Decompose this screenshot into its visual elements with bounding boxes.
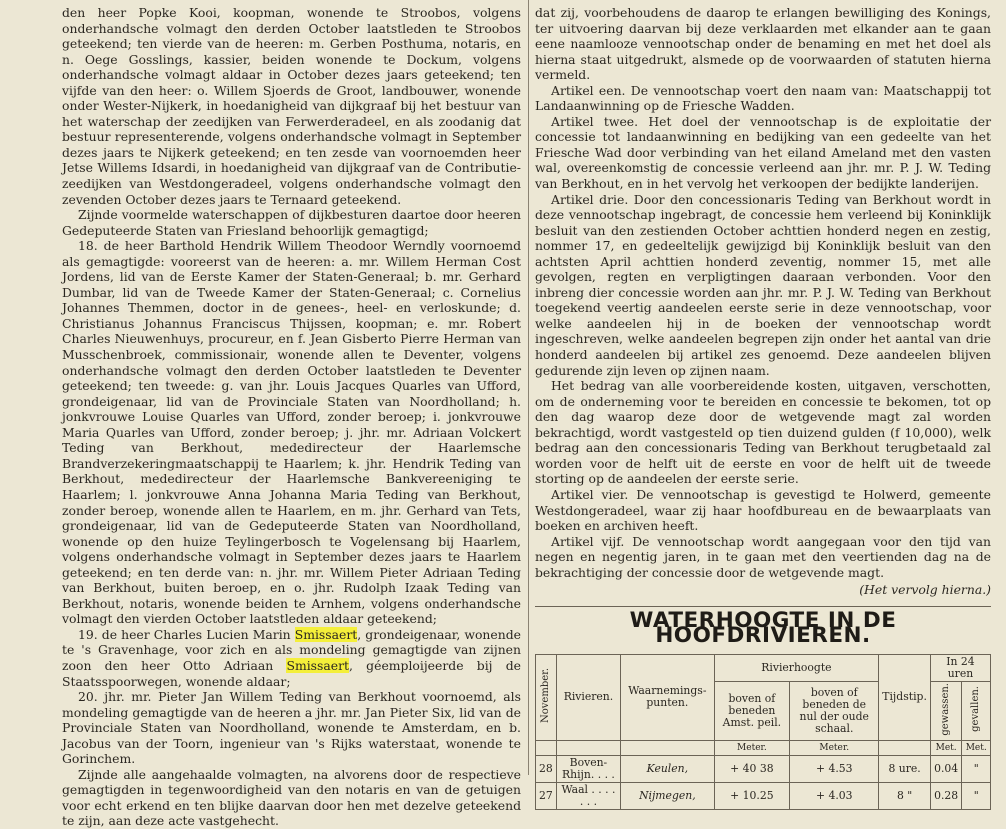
- right-column: [535, 5, 991, 810]
- header-rivieren: Rivieren.: [556, 654, 620, 740]
- paragraph-item-20: 20. jhr. mr. Pieter Jan Willem Teding van Berkhout voornoemd, als mondeling gemagtigde van de heeren a jhr. mr. Jan Pieter Six, lid van de Provinciale Staten van Noordholland, wonende te Amsterdam, en b. Jacobus van der Toorn, ingenieur van 's Rijks waterstaat, wonende te Gorinchem.: [62, 689, 521, 767]
- unit-gewassen: Met.: [930, 740, 962, 755]
- cell-nul: + 4.53: [790, 755, 879, 782]
- paragraph-artikel-drie: Artikel drie. Door den concessionaris Teding van Berkhout wordt in deze vennootschap ingebragt, de concessie hem verleend bij Koninklijk besluit van den zestienden October achttien honderd negen en zestig, nommer 17, en gedeeltelijk gewijzigd bij Koninklijk besluit van den achtsten April achttien honderd zeventig, nommer 15, met alle gevolgen, regten en verpligtingen daaraan verbonden. Voor den inbreng dier concessie worden aan jhr. mr. P. J. W. Teding van Berkhout toegekend veertig aandeelen eerste serie in deze vennootschap, voor welke aandeelen hij in de boeken der vennootschap wordt ingeschreven, welke aandeelen begrepen zijn onder het aantal van drie honderd aandeelen bij artikel zes genoemd. Deze aandeelen blijven gedurende zijn leven op zijnen naam.: [535, 191, 991, 378]
- header-boven-nul: boven of beneden de nul der oude schaal.: [790, 681, 879, 740]
- cell-date: 28: [536, 755, 557, 782]
- paragraph-waterschappen: Zijnde voormelde waterschappen of dijkbesturen daartoe door heeren Gedeputeerde Staten van Friesland behoorlijk gemagtigd;: [62, 207, 521, 238]
- cell-up: 0.28: [930, 782, 962, 809]
- cell-time: 8 ": [879, 782, 931, 809]
- paragraph-proxies-continued: den heer Popke Kooi, koopman, wonende te Stroobos, volgens onderhandsche volmagt den derden October laatstleden te Stroobos geteekend; ten vierde van de heeren: m. Gerben Posthuma, notaris, en n. Oege Gosslings, kassier, beiden wonende te Dockum, volgens onderhandsche volmagt aldaar in October dezes jaars geteekend; ten vijfde van den heer: o. Willem Sjoerds de Groot, landbouwer, wonende onder Wester-Nijkerk, in hoedanigheid van dijkgraaf bij het bestuur van het waterschap der zeedijken van Ferwerderadeel, en als zoodanig dat bestuur representerende, volgens onderhandsche volmagt in September dezes jaars te Nijkerk geteekend; en ten zesde van voornoemden heer Jetse Willems Idsardi, in hoedanigheid van dijkgraaf van de Contributie-zeedijken van Westdongeradeel, volgens onderhandsche volmagt den zevenden October dezes jaars te Ternaard geteekend.: [62, 5, 521, 207]
- cell-river: Boven-Rhijn. . . .: [556, 755, 620, 782]
- paragraph-continued: dat zij, voorbehoudens de daarop te erlangen bewilliging des Konings, ter uitvoering daarvan bij deze verklaarden met elkander aan te gaan eene naamlooze vennootschap onder de benaming en met het doel als hierna staat uitgedrukt, alsmede op de voorwaarden of statuten hierna vermeld.: [535, 5, 991, 83]
- item-19-text: , grondeigenaar, wonende te 's Gravenhage, voor zich en als mondeling gemagtigde van zijnen zoon den heer Otto Adriaan: [62, 626, 521, 673]
- table-row: [536, 755, 991, 782]
- item-19-text: , géemploijeerde bij de Staatsspoorwegen, wonende aldaar;: [62, 657, 521, 689]
- continued-note: (Het vervolg hierna.): [859, 582, 991, 598]
- paragraph-artikel-vier: Artikel vier. De vennootschap is gevestigd te Holwerd, gemeente Westdongeradeel, waar zij haar hoofdbureau en de bewaarplaats van boeken en archiven heeft.: [535, 486, 991, 534]
- cell-time: 8 ure.: [879, 755, 931, 782]
- table-row: [536, 782, 991, 809]
- cell-point: Nijmegen,: [621, 782, 714, 809]
- paragraph-volmagten: Zijnde alle aangehaalde volmagten, na alvorens door de respectieve gemagtigden in tegenwoordigheid van den notaris en van de getuigen voor echt erkend en ten blijke daarvan door hen met dezelve geteekend te zijn, aan deze acte vastgehecht.: [62, 766, 521, 829]
- cell-amst: + 40 38: [714, 755, 790, 782]
- paragraph-kosten: Het bedrag van alle voorbereidende kosten, uitgaven, verschotten, om de onderneming voor te bereiden en concessie te bekomen, tot op den dag waarop deze door de wetgevende magt zal worden bekrachtigd, wordt vastgesteld op tien duizend gulden (f 10,000), welk bedrag aan den concessionaris Teding van Berkhout terugbetaald zal worden voor de helft uit de eerste en voor de helft uit de tweede storting op de aandeelen der eerste serie.: [535, 378, 991, 487]
- item-19-text: 19. de heer Charles Lucien Marin: [78, 626, 295, 642]
- paragraph-artikel-een: Artikel een. De vennootschap voert den naam van: Maatschappij tot Landaanwinning op de Friesche Wadden.: [535, 82, 991, 114]
- paragraph-artikel-vijf: Artikel vijf. De vennootschap wordt aangegaan voor den tijd van negen en negentig jaren, in te gaan met den veertienden dag na de bekrachtiging der concessie door de wetgevende magt.: [535, 533, 991, 580]
- header-tijdstip: Tijdstip.: [879, 654, 931, 740]
- paragraph-item-18: 18. de heer Barthold Hendrik Willem Theodoor Werndly voornoemd als gemagtigde: vooreerst van de heeren: a. mr. Willem Herman Cost Jordens, lid van de Eerste Kamer der Staten-Generaal; b. mr. Gerhard Dumbar, lid van de Tweede Kamer der Staten-Generaal; c. Cornelius Johannes Themmen, doctor in de genees-, heel- en verloskunde; d. Christianus Johannus Franciscus Thijssen, koopman; e. mr. Robert Charles Nieuwenhuys, procureur, en f. Jean Gisberto Pierre Herman van Musschenbroek, commissionair, wonende allen te Deventer, volgens onderhandsche volmagt den derden October laatstleden te Deventer geteekend; ten tweede: g. van jhr. Louis Jacques Quarles van Ufford, grondeigenaar, lid van de Provinciale Staten van Noordholland; h. jonkvrouwe Louise Quarles van Ufford, zonder beroep; i. jonkvrouwe Maria Quarles van Ufford, zonder beroep; j. jhr. mr. Adriaan Volckert Teding van Berkhout, mededirecteur der Haarlemsche Brandverzekeringmaatschappij te Haarlem; k. jhr. Hendrik Teding van Berkhout, mededirecteur der Haarlemsche Bankvereeniging te Haarlem; l. jonkvrouwe Anna Johanna Maria Teding van Berkhout, zonder beroep, wonende allen te Haarlem, en m. jhr. Gerhard van Tets, grondeigenaar, lid van de Gedeputeerde Staten van Noordholland, wonende op den huize Teylingerbosch te Vogelensang bij Haarlem, volgens onderhandsche volmagt in September dezes jaars te Haarlem geteekend; en ten derde van: n. jhr. mr. Willem Pieter Adriaan Teding van Berkhout, buiten beroep, en o. jhr. Rudolph Izaak Teding van Berkhout, notaris, wonende beiden te Arnhem, volgens onderhandsche volmagt den vierden October laatstleden aldaar geteekend;: [62, 238, 521, 627]
- unit-nul: Meter.: [790, 740, 879, 755]
- table-title: WATERHOOGTE IN DE HOOFDRIVIEREN.: [629, 607, 897, 649]
- table-header-row: [536, 654, 991, 681]
- column-divider: [528, 0, 529, 775]
- highlight-smissaert-2: Smissaert: [286, 657, 350, 673]
- cell-amst: + 10.25: [714, 782, 790, 809]
- paragraph-item-19: [62, 627, 521, 689]
- cell-up: 0.04: [930, 755, 962, 782]
- highlight-smissaert-1: Smissaert: [294, 626, 358, 642]
- water-level-table: [535, 654, 991, 810]
- header-gewassen: gewassen.: [930, 681, 962, 740]
- paragraph-artikel-twee: Artikel twee. Het doel der vennootschap is de exploitatie der concessie tot landaanwinning en bedijking van een gedeelte van het Friesche Wad door verbinding van het eiland Ameland met den vasten wal, overeenkomstig de concessie verleend aan jhr. mr. P. J. W. Teding van Berkhout, en in het vervolg het verkoopen der bedijkte landerijen.: [535, 113, 991, 192]
- header-rivierhoogte: Rivierhoogte: [714, 654, 879, 681]
- units-row: [536, 740, 991, 755]
- header-gevallen: gevallen.: [962, 681, 991, 740]
- header-24-uren: In 24 uren: [930, 654, 990, 681]
- unit-amst: Meter.: [714, 740, 790, 755]
- cell-date: 27: [536, 782, 557, 809]
- cell-down: ": [962, 782, 991, 809]
- cell-point: Keulen,: [621, 755, 714, 782]
- header-waarnemingspunten: Waarnemings-punten.: [621, 654, 714, 740]
- cell-nul: + 4.03: [790, 782, 879, 809]
- cell-down: ": [962, 755, 991, 782]
- left-column: [62, 5, 521, 829]
- unit-gevallen: Met.: [962, 740, 991, 755]
- header-november: November.: [536, 654, 557, 740]
- section-rule: [535, 606, 991, 607]
- cell-river: Waal . . . . . . .: [556, 782, 620, 809]
- header-boven-amst: boven of beneden Amst. peil.: [714, 681, 790, 740]
